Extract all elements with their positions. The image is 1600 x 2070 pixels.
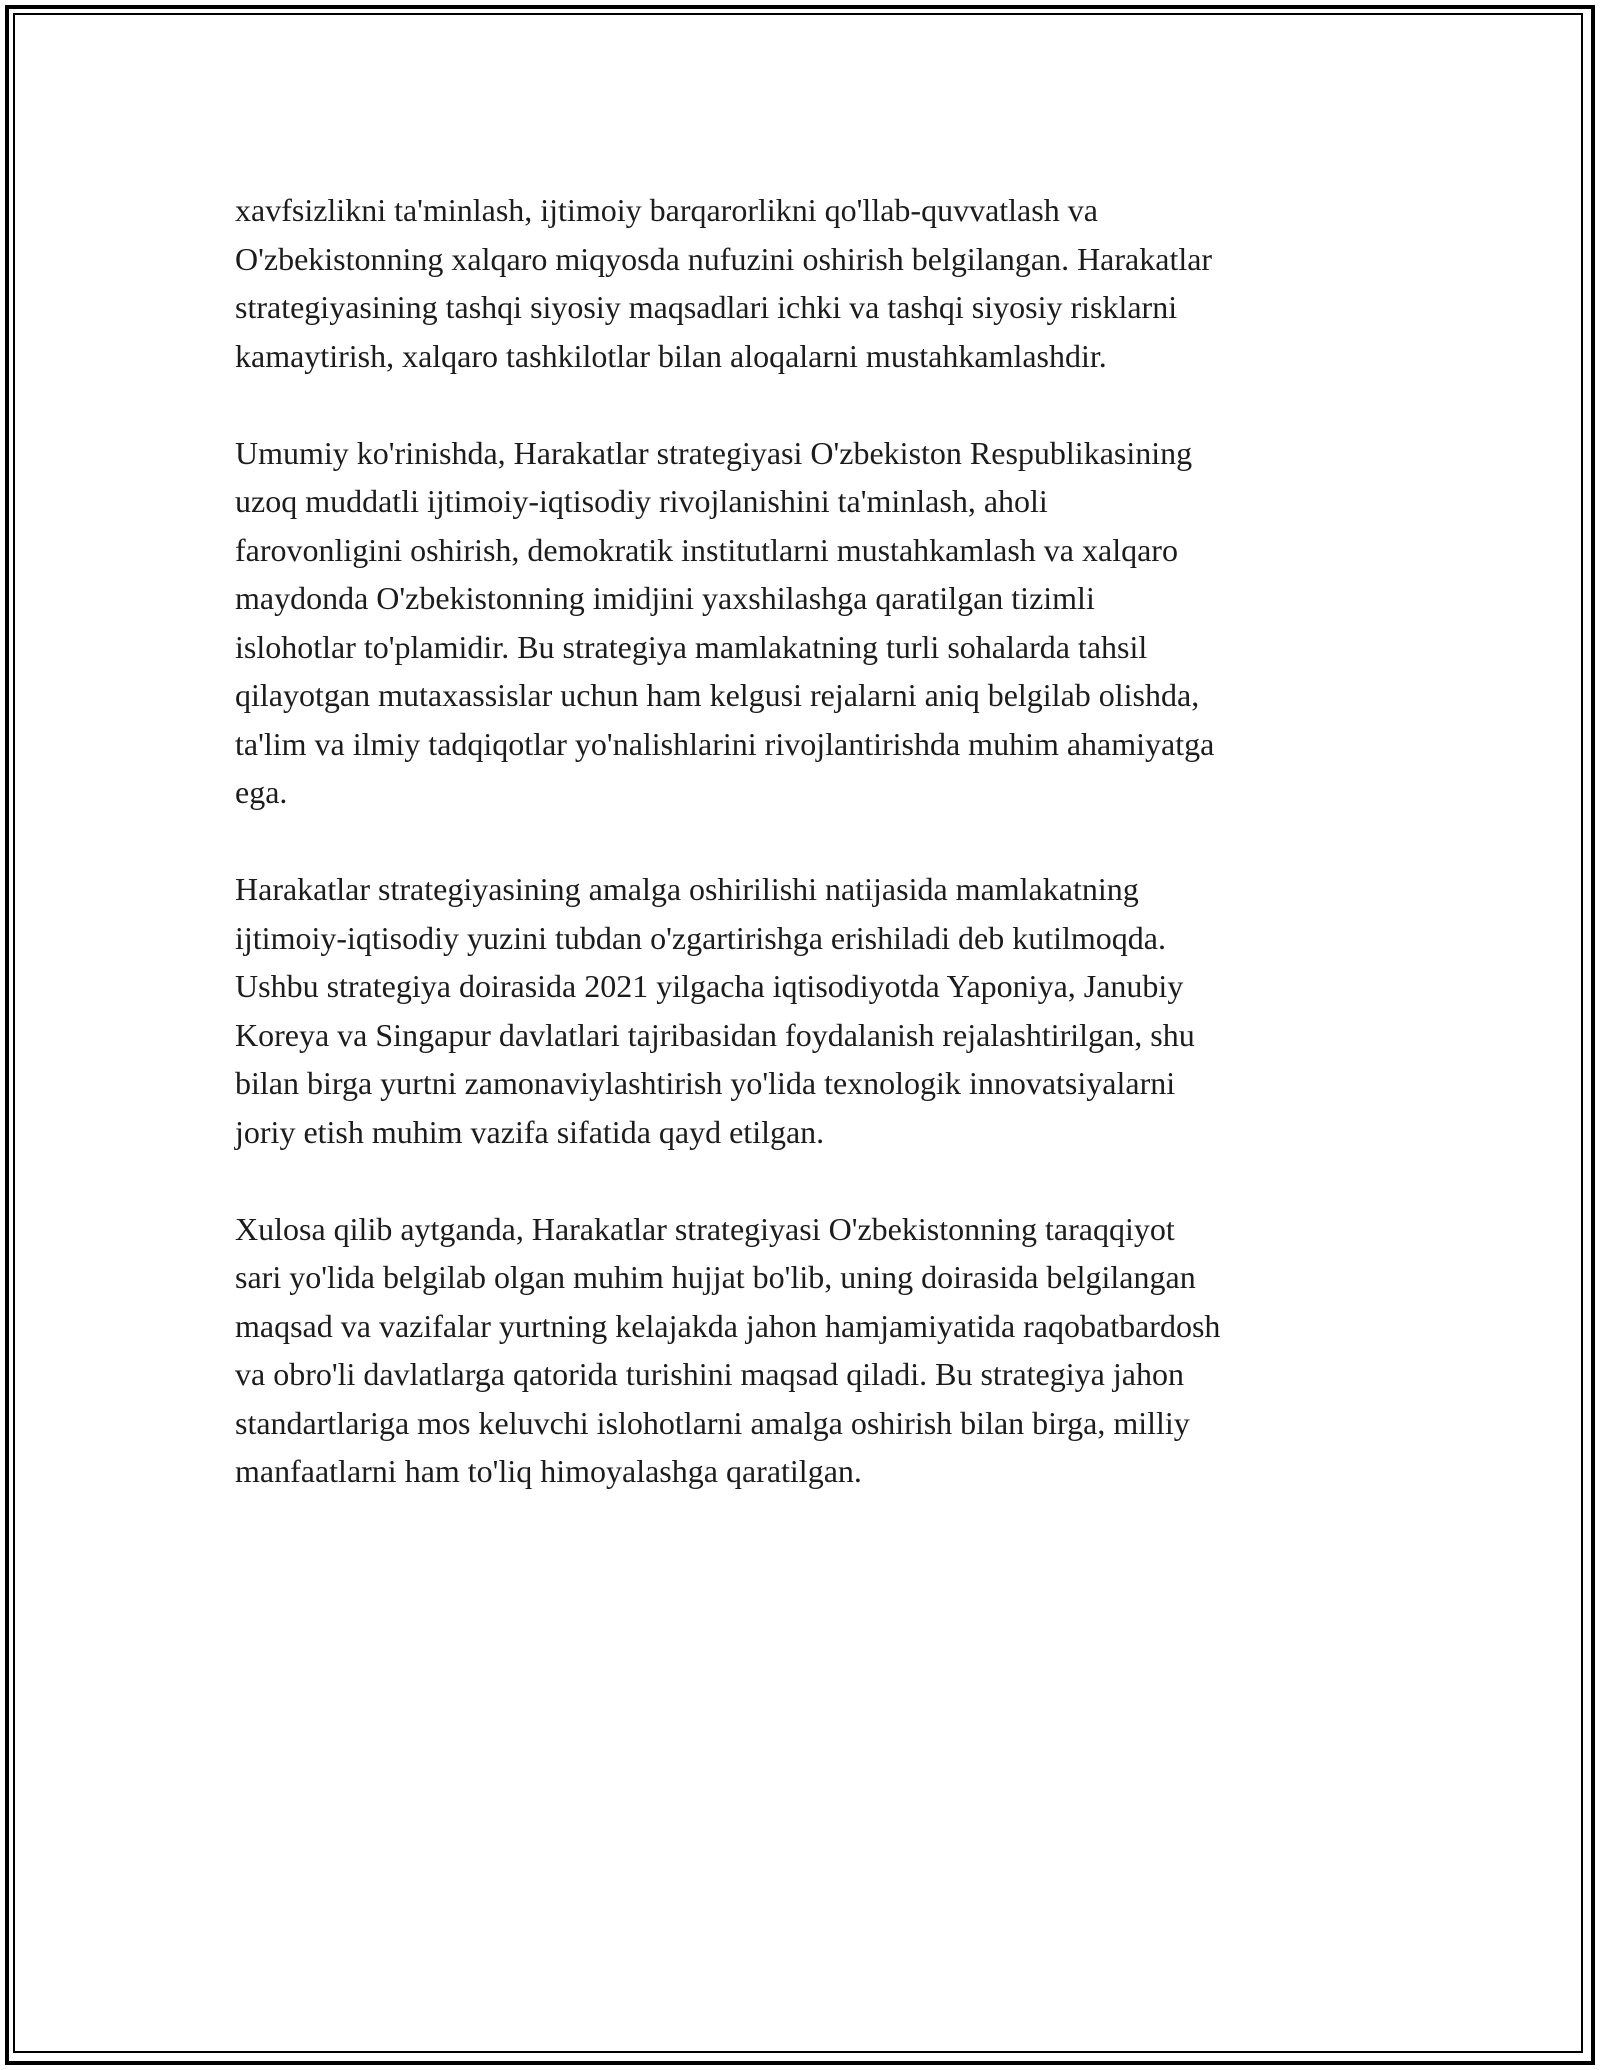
paragraph: xavfsizlikni ta'minlash, ijtimoiy barqarorlikni qo'llab-quvvatlash va O'zbekistonning xalqaro miqyosda nufuzini oshirish belgilangan. Harakatlar strategiyasining tashqi siyosiy maqsadlari ichki va tashqi siyosiy risklarni kamaytirish, xalqaro tashkilotlar bilan aloqalarni mustahkamlashdir.	[235, 192, 1213, 374]
paragraph: Xulosa qilib aytganda, Harakatlar strategiyasi O'zbekistonning taraqqiyot sari yo'lida belgilab olgan muhim hujjat bo'lib, uning doirasida belgilangan maqsad va vazifalar yurtning kelajakda jahon hamjamiyatida raqobatbardosh va obro'li davlatlarga qatorida turishini maqsad qiladi. Bu strategiya jahon standartlariga mos keluvchi islohotlarni amalga oshirish bilan birga, milliy manfaatlarni ham to'liq himoyalashga qaratilgan.	[235, 1210, 1221, 1489]
paragraph: Umumiy ko'rinishda, Harakatlar strategiyasi O'zbekiston Respublikasining uzoq muddatli ijtimoiy-iqtisodiy rivojlanishini ta'minlash, aholi farovonligini oshirish, demokratik institutlarni mustahkamlash va xalqaro maydonda O'zbekistonning imidjini yaxshilashga qaratilgan tizimli islohotlar to'plamidir. Bu strategiya mamlakatning turli sohalarda tahsil qilayotgan mutaxassislar uchun ham kelgusi rejalarni aniq belgilab olishda, ta'lim va ilmiy tadqiqotlar yo'nalishlarini rivojlantirishda muhim ahamiyatga ega.	[235, 434, 1215, 810]
document-body	[235, 186, 1370, 1544]
paragraph: Harakatlar strategiyasining amalga oshirilishi natijasida mamlakatning ijtimoiy-iqtisodiy yuzini tubdan o'zgartirishga erishiladi deb kutilmoqda. Ushbu strategiya doirasida 2021 yilgacha iqtisodiyotda Yaponiya, Janubiy Koreya va Singapur davlatlari tajribasidan foydalanish rejalashtirilgan, shu bilan birga yurtni zamonaviylashtirish yo'lida texnologik innovatsiyalarni joriy etish muhim vazifa sifatida qayd etilgan.	[235, 871, 1195, 1150]
